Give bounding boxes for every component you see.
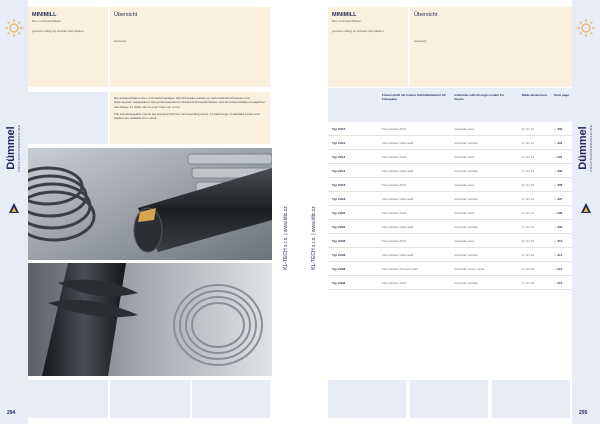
cell-dimensions: D min 22 — [522, 225, 535, 229]
cell-type: Typ ZH22 — [332, 211, 346, 215]
cell-type: Typ ZH28 — [332, 239, 346, 243]
cell-type: Typ ZH18 — [332, 197, 346, 201]
cell-en: toolholder steel — [454, 211, 475, 215]
overview-title: Übersicht — [414, 12, 438, 18]
brand-logo — [572, 88, 600, 208]
table-row — [328, 220, 572, 234]
footer-panel-2 — [110, 380, 190, 418]
cell-en: toolholder carbide — [454, 141, 478, 145]
cell-en: toolholder steel — [454, 127, 475, 131]
cell-page: ... 306 — [554, 183, 563, 187]
cell-de: Klemmhalter Stahl — [382, 211, 407, 215]
intro-text-block — [110, 92, 270, 144]
cell-dimensions: D min 14 — [522, 169, 535, 173]
brand-tagline: PRÄZISIONSWERKZEUGE — [17, 124, 21, 172]
table-body — [328, 122, 572, 290]
cell-page: ... 308 — [554, 211, 563, 215]
cell-en: toolholder steel — [454, 155, 475, 159]
cell-page: ... 306 — [554, 169, 563, 173]
cell-page: ... 302 — [554, 127, 563, 131]
overview-subtitle: summary — [114, 39, 127, 43]
cell-en: toolholder heavy metal — [454, 267, 485, 271]
lavender-panel — [28, 92, 108, 144]
header-title-block — [328, 7, 408, 87]
table-row — [328, 276, 572, 290]
table-row — [328, 136, 572, 150]
col-header-de: Fräserschaft mit innerer Kühlmittelzufuhr für Frässpäne — [382, 93, 446, 101]
credit-text: KL-TECH s.r.o. | www.kltc.cz — [283, 206, 289, 270]
cell-de: Klemmhalter Stahl — [382, 239, 407, 243]
table-row — [328, 178, 572, 192]
cell-type: Typ ZH10 — [332, 141, 346, 145]
header-overview-block — [110, 7, 270, 87]
product-overview-table — [328, 88, 572, 290]
cell-de: Klemmhalter Schwermetall — [382, 267, 418, 271]
milling-photo-top — [28, 148, 272, 260]
cell-en: toolholder steel — [454, 183, 475, 187]
brand-logo — [0, 88, 28, 208]
cell-de: Klemmhalter Hartmetall — [382, 253, 414, 257]
cell-dimensions: D min 28 — [522, 253, 535, 257]
intro-german: Die austauschbaren drei- und vierschneidigen HM-Schneiden werden je nach Außendurchmesser und Spannsystem aufgespannt. Die große Auswahl an Standard-Schneidenhaltern und die Fräserschafte ermöglichen das Fräsen im Vollen bis zu einer Tiefe von 4 mm. — [114, 96, 265, 109]
cell-en: toolholder carbide — [454, 253, 478, 257]
cell-page: ... 310 — [554, 239, 563, 243]
product-title: MINIMILL — [332, 12, 357, 18]
overview-subtitle: summary — [414, 39, 427, 43]
cell-type: Typ ZH14 — [332, 155, 346, 159]
cell-en: toolholder carbide — [454, 281, 478, 285]
product-description: grooves milling by circular interpolation — [32, 29, 84, 33]
cell-de: Klemmhalter Hartmetall — [382, 141, 414, 145]
cell-page: ... 313 — [554, 281, 563, 285]
cell-dimensions: D min 22 — [522, 211, 535, 215]
table-row — [328, 206, 572, 220]
page-number: 294 — [7, 410, 16, 416]
brand-tagline: PRÄZISIONSWERKZEUGE — [589, 124, 593, 172]
sun-logo-icon — [576, 18, 596, 38]
cell-type: Typ ZH14 — [332, 169, 346, 173]
table-row — [328, 192, 572, 206]
right-vertical-credit — [300, 88, 328, 388]
table-row — [328, 164, 572, 178]
cell-page: ... 307 — [554, 197, 563, 201]
table-header — [328, 88, 572, 122]
brand-name: Dümmel — [577, 126, 589, 170]
cell-de: Klemmhalter Stahl — [382, 127, 407, 131]
cell-dimensions: D min 14 — [522, 155, 535, 159]
cell-dimensions: D min 18 — [522, 183, 535, 187]
cell-type: Typ ZH22 — [332, 225, 346, 229]
brand-name: Dümmel — [5, 126, 17, 170]
cell-de: Klemmhalter Stahl — [382, 155, 407, 159]
cell-en: toolholder carbide — [454, 169, 478, 173]
cell-page: ... 311 — [554, 253, 563, 257]
footer-panel-1 — [28, 380, 108, 418]
cell-type: Typ ZH10 — [332, 127, 346, 131]
cell-page: ... 312 — [554, 267, 563, 271]
cell-dimensions: D min 18 — [522, 197, 535, 201]
sun-logo-icon — [4, 18, 24, 38]
intro-english: The interchangeable inserts are clamped with the corresponding screw. A broad range of standard inserts and holders are available from stock. — [114, 112, 260, 121]
overview-title: Übersicht — [114, 12, 138, 18]
cell-dimensions: D min 38 — [522, 281, 535, 285]
footer-panel-3 — [192, 380, 270, 418]
footer-panel-2 — [410, 380, 488, 418]
product-description: grooves milling by circular interpolation — [332, 29, 384, 33]
left-vertical-credit — [272, 88, 300, 388]
table-row — [328, 262, 572, 276]
product-title: MINIMILL — [32, 12, 57, 18]
product-subtitle: Nut- und Fasenfräsen — [332, 19, 362, 23]
table-row — [328, 248, 572, 262]
cell-type: Typ ZH38 — [332, 281, 346, 285]
cell-de: Klemmhalter Hartmetall — [382, 197, 414, 201]
milling-tool-image — [28, 148, 272, 260]
cell-de: Klemmhalter Stahl — [382, 183, 407, 187]
table-row — [328, 234, 572, 248]
cell-type: Typ ZH18 — [332, 183, 346, 187]
cell-page: ... 304 — [554, 155, 563, 159]
cell-de: Klemmhalter Hartmetall — [382, 225, 414, 229]
col-header-en: toolholder with through coolant for inserts — [454, 93, 504, 101]
cell-type: Typ ZH28 — [332, 267, 346, 271]
milling-photo-bottom — [28, 263, 272, 376]
cell-en: toolholder carbide — [454, 225, 478, 229]
page-number: 295 — [579, 410, 588, 416]
thread-milling-image — [28, 263, 272, 376]
cell-page: ... 309 — [554, 225, 563, 229]
cell-dimensions: D min 10 — [522, 127, 535, 131]
cell-de: Klemmhalter Stahl — [382, 281, 407, 285]
header-overview-block — [410, 7, 572, 87]
cell-page: ... 304 — [554, 141, 563, 145]
cell-dimensions: D min 28 — [522, 267, 535, 271]
col-header-dimensions: Maße dimensions — [522, 93, 548, 97]
col-header-page: Seite page — [554, 93, 570, 97]
cell-type: Typ ZH28 — [332, 253, 346, 257]
cell-en: toolholder steel — [454, 239, 475, 243]
cell-dimensions: D min 10 — [522, 141, 535, 145]
header-title-block — [28, 7, 108, 87]
cell-en: toolholder carbide — [454, 197, 478, 201]
footer-panel-3 — [492, 380, 570, 418]
cell-de: Klemmhalter Hartmetall — [382, 169, 414, 173]
triangle-logo-icon — [580, 202, 592, 214]
triangle-logo-icon — [8, 202, 20, 214]
right-side-strip — [572, 0, 600, 424]
credit-text: KL-TECH s.r.o. | www.kltc.cz — [311, 206, 317, 270]
footer-panel-1 — [328, 380, 406, 418]
product-subtitle: Nut- und Fasenfräsen — [32, 19, 62, 23]
table-row — [328, 150, 572, 164]
cell-dimensions: D min 28 — [522, 239, 535, 243]
right-page — [300, 0, 600, 424]
table-row — [328, 122, 572, 136]
left-side-strip — [0, 0, 28, 424]
